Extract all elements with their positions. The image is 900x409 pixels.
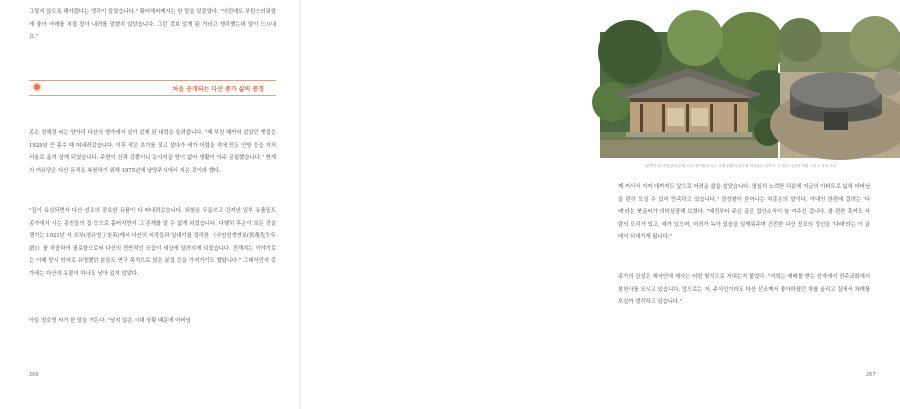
photo-caption: (왼쪽부터) 여유당의 본채. 다산 정약용의 묘는 고택 뒤편의 동산에 자리잡은 것이다. 그 옆의 다산의 바위 그리고 식탁 모습 xyxy=(645,164,837,168)
page-number: 266 xyxy=(29,372,39,378)
section-header xyxy=(29,80,276,96)
body-paragraph: "집이 유실되면서 다산 선조의 중요한 유품이 다 떠내려갔습니다. 위험을 무릅쓰고 건져낸 일부 유품들도 종가에서 사는 종친들의 집 등으로 흩어지면서 그 존재를 알 수 없게 되었습니다. 다행히 후손이 보든 것을 챙기는 1921년 서 조부(정규영丁奎英)께서 다산의 저작들과 일대기를 정리한 《사암선생연보(俟菴先生年譜)》를 작음하여 필로함으로써 다산의 전반적인 모습이 세상에 알려지게 되었습니다. 전해지는 이야기로는 이때 당시 학자로 유명했던 분들도 연구 목적으로 많은 분집 등을 가져가기도 했답니다." 그래서인지 종가에는 다산의 유물이 하나도 남아 있지 않았다. xyxy=(29,208,276,277)
right-page xyxy=(300,0,876,409)
house-photo xyxy=(600,32,778,158)
body-paragraph: 께 커서서 지켜 대까지도 앞으로 어려운 삶을 살았습니다. 열심히 노력한 덕분에 지금의 아파트로 넓혀 어버님을 편히 모실 수 있어 만족하고 있습니다." 정성함이 묻어나는 차종손의 말이다. 아내인 한편에 걸려는 '다래'라는 붓글씨가 의미심장해 보였다. "예전부터 주신 글은 집안소식이 늘 여주신 겁니다. 참 편한 혹여도 사람의 도리가 있고, 예가 있으며, 어려가 녹아 있음을 일깨워주며 건전한 다산 선조의 정신을 '다래'라는 이 글에서 되새기게 됩니다." xyxy=(618,184,870,241)
body-paragraph: 종가의 상징은 제사인데 제사는 어떤 형식으로 지내는지 물었다. "저희는 예배를 받는 신자에서 천주교회에서 봉헌사를 모시고 있습니다. 앞으로는 저, 주식인이라도 다산 선조께서 좋아하셨던 차를 올리고 집에서 차례를 모실까 생각하고 있습니다." xyxy=(618,274,870,306)
body-paragraph: 아들 정호영 씨가 한 말을 거든다. "남지 않은 시대 상황 때문에 어버님 xyxy=(29,318,191,324)
section-title: 처음 공개되는 다산 종가 삶의 풍경 xyxy=(172,85,264,93)
left-page xyxy=(0,0,300,409)
page-number: 267 xyxy=(866,372,876,378)
body-paragraph: 그렇지 않도록 해야겠다는 생각이 들었습니다." 황어해씨께서는 한 말을 덧붙였다. "이런데도 부탄스러워함에 좋아 아레를 직접 잡아 내려를 말했지 않았습니다. 그런 것보 알게 된 거라고 생각했는데 말이 드시네요." xyxy=(29,9,276,41)
body-paragraph: 종손 정해경 씨는 양아리 다산의 생가에서 살기 살게 된 내력을 들려줍니다. "제 부친 때까지 살았던 옛집은 1925년 큰 홍수 때 떠내려갔습니다. 이후 작은 초가를 짓고 살다가 세가 어렵을 적에 만든 안방 등을 거처 서울로 옮겨 살게 되었습니다. 주변이 산과 강뿐이니 농사지을 땅이 없어 생활이 아주 궁핍했습니다." 현재의 여유당은 다산 유적을 복원하기 위해 1975년에 남양주시에서 지은 것이라 했다. xyxy=(29,130,276,174)
stone-photo xyxy=(780,32,900,158)
circle-bullet-icon xyxy=(34,84,40,90)
